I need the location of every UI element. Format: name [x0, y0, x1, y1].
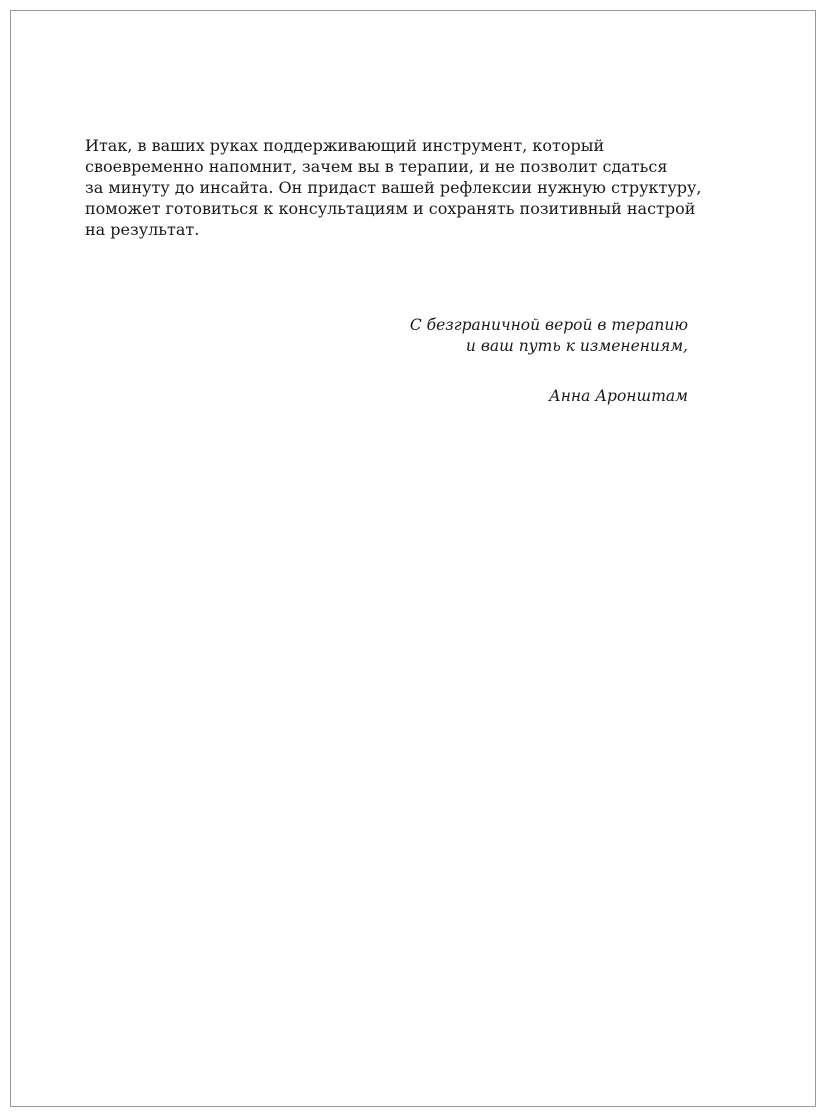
closing-line: С безграничной верой в терапию — [409, 316, 688, 334]
paragraph-line: поможет готовиться к консультациям и сохранять позитивный настрой — [85, 199, 696, 218]
author-signature: Анна Аронштам — [548, 387, 688, 405]
closing-line: и ваш путь к изменениям, — [465, 337, 688, 355]
closing-phrase — [410, 315, 688, 357]
paragraph-line: за минуту до инсайта. Он придаст вашей рефлексии нужную структуру, — [85, 178, 702, 197]
document-page — [10, 10, 816, 1107]
paragraph-line: своевременно напомнит, зачем вы в терапии, и не позволит сдаться — [85, 157, 668, 176]
paragraph-line: на результат. — [85, 220, 200, 239]
body-paragraph — [85, 135, 725, 240]
paragraph-line: Итак, в ваших руках поддерживающий инструмент, который — [85, 136, 605, 155]
